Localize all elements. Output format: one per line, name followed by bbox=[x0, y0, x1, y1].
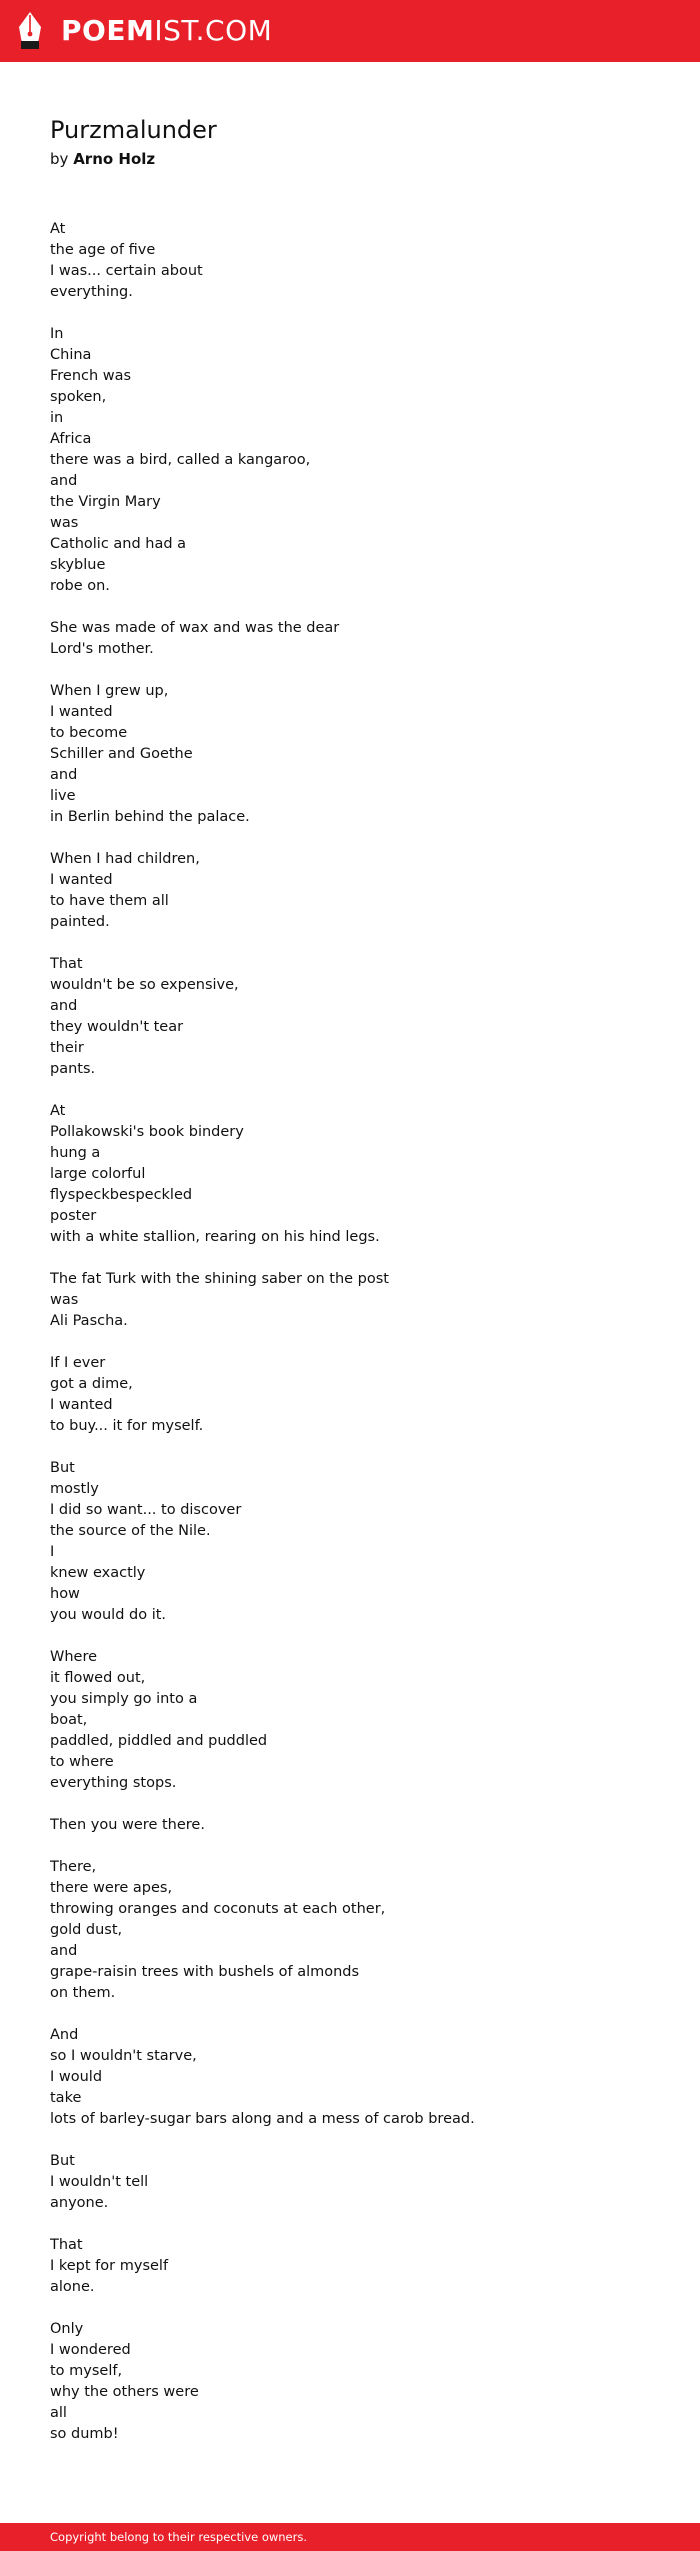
poem-line: At bbox=[50, 221, 66, 237]
poem-line: I wanted bbox=[50, 1397, 113, 1413]
poem-line: robe on. bbox=[50, 578, 110, 594]
poem-line: wouldn't be so expensive, bbox=[50, 977, 239, 993]
poem-line: to where bbox=[50, 1754, 114, 1770]
poem-line: painted. bbox=[50, 914, 110, 930]
footer-copyright: Copyright belong to their respective owners. bbox=[50, 2530, 308, 2544]
poem-line: When I grew up, bbox=[50, 683, 169, 699]
stanza-gap bbox=[50, 303, 650, 324]
poem-stanza bbox=[50, 618, 650, 660]
stanza-gap bbox=[50, 1332, 650, 1353]
poem-line: When I had children, bbox=[50, 851, 200, 867]
poem-line: I would bbox=[50, 2069, 103, 2085]
poem-line: Then you were there. bbox=[50, 1817, 205, 1833]
poem-line: I kept for myself bbox=[50, 2258, 169, 2274]
poem-line: I was... certain about bbox=[50, 263, 203, 279]
poem-line: Where bbox=[50, 1649, 98, 1665]
site-footer bbox=[0, 2523, 700, 2551]
stanza-gap bbox=[50, 2298, 650, 2319]
poem-stanza bbox=[50, 1269, 650, 1332]
poem-stanza bbox=[50, 849, 650, 933]
poem-line: was bbox=[50, 515, 79, 531]
poem-line: Pollakowski's book bindery bbox=[50, 1124, 244, 1140]
poem-line: But bbox=[50, 2153, 75, 2169]
poem-line: Ali Pascha. bbox=[50, 1313, 128, 1329]
poem-line: so I wouldn't starve, bbox=[50, 2048, 197, 2064]
poem-stanza bbox=[50, 1815, 650, 1836]
site-logo-text bbox=[61, 11, 272, 51]
poem-stanza bbox=[50, 2235, 650, 2298]
poem-stanza bbox=[50, 1101, 650, 1248]
poem-stanza bbox=[50, 2319, 650, 2445]
poem-line: knew exactly bbox=[50, 1565, 146, 1581]
stanza-gap bbox=[50, 1080, 650, 1101]
poem-line: Africa bbox=[50, 431, 92, 447]
poem-line: you would do it. bbox=[50, 1607, 167, 1623]
poem-line: large colorful bbox=[50, 1166, 146, 1182]
logo-light-text: IST.COM bbox=[154, 14, 273, 47]
poem-stanza bbox=[50, 1647, 650, 1794]
stanza-gap bbox=[50, 2214, 650, 2235]
poem-line: the age of five bbox=[50, 242, 156, 258]
poem-line: grape-raisin trees with bushels of almonds bbox=[50, 1964, 360, 1980]
poem-stanza bbox=[50, 2151, 650, 2214]
poem-stanza bbox=[50, 1458, 650, 1626]
site-logo[interactable] bbox=[17, 11, 272, 51]
poem-line: I wanted bbox=[50, 872, 113, 888]
poem-line: That bbox=[50, 956, 83, 972]
stanza-gap bbox=[50, 1437, 650, 1458]
poem-line: you simply go into a bbox=[50, 1691, 198, 1707]
poem-line: the source of the Nile. bbox=[50, 1523, 211, 1539]
poem-line: and bbox=[50, 767, 78, 783]
stanza-gap bbox=[50, 660, 650, 681]
poem-line: I did so want... to discover bbox=[50, 1502, 242, 1518]
poem-line: skyblue bbox=[50, 557, 106, 573]
poem-line: China bbox=[50, 347, 92, 363]
poem-line: And bbox=[50, 2027, 79, 2043]
poem-line: and bbox=[50, 473, 78, 489]
poem-byline bbox=[50, 147, 155, 171]
poem-line: it flowed out, bbox=[50, 1670, 146, 1686]
stanza-gap bbox=[50, 1626, 650, 1647]
poem-line: throwing oranges and coconuts at each other, bbox=[50, 1901, 386, 1917]
poem-line: Schiller and Goethe bbox=[50, 746, 193, 762]
poem-line: gold dust, bbox=[50, 1922, 123, 1938]
poem-stanza bbox=[50, 219, 650, 303]
poem-line: in bbox=[50, 410, 64, 426]
poem-line: was bbox=[50, 1292, 79, 1308]
poem-line: spoken, bbox=[50, 389, 107, 405]
poem-line: in Berlin behind the palace. bbox=[50, 809, 250, 825]
pen-nib-icon bbox=[17, 11, 43, 51]
poem-line: there were apes, bbox=[50, 1880, 173, 1896]
stanza-gap bbox=[50, 2130, 650, 2151]
poem-line: In bbox=[50, 326, 64, 342]
poem-line: to become bbox=[50, 725, 128, 741]
poem-line: on them. bbox=[50, 1985, 116, 2001]
poem-line: flyspeckbespeckled bbox=[50, 1187, 193, 1203]
stanza-gap bbox=[50, 2004, 650, 2025]
poem-line: mostly bbox=[50, 1481, 99, 1497]
poem-line: paddled, piddled and puddled bbox=[50, 1733, 268, 1749]
poem-line: poster bbox=[50, 1208, 97, 1224]
stanza-gap bbox=[50, 1836, 650, 1857]
poem-line: and bbox=[50, 1943, 78, 1959]
poem-line: I wondered bbox=[50, 2342, 131, 2358]
stanza-gap bbox=[50, 1248, 650, 1269]
poem-line: why the others were bbox=[50, 2384, 199, 2400]
poem-line: got a dime, bbox=[50, 1376, 133, 1392]
stanza-gap bbox=[50, 597, 650, 618]
poem-stanza bbox=[50, 1857, 650, 2004]
poem-line: She was made of wax and was the dear bbox=[50, 620, 340, 636]
poem-line: At bbox=[50, 1103, 66, 1119]
poem-stanza bbox=[50, 1353, 650, 1437]
poem-line: with a white stallion, rearing on his hind legs. bbox=[50, 1229, 380, 1245]
poem-line: I wouldn't tell bbox=[50, 2174, 149, 2190]
poem-line: they wouldn't tear bbox=[50, 1019, 184, 1035]
poem-stanza bbox=[50, 2025, 650, 2130]
poem-line: The fat Turk with the shining saber on the post bbox=[50, 1271, 389, 1287]
poem-line: pants. bbox=[50, 1061, 96, 1077]
poem-line: to buy... it for myself. bbox=[50, 1418, 204, 1434]
poem-line: everything. bbox=[50, 284, 133, 300]
poem-line: to have them all bbox=[50, 893, 169, 909]
poem-line: live bbox=[50, 788, 76, 804]
poem-line: But bbox=[50, 1460, 75, 1476]
poem-line: Lord's mother. bbox=[50, 641, 154, 657]
poem-line: there was a bird, called a kangaroo, bbox=[50, 452, 311, 468]
logo-bold-text: POEM bbox=[61, 14, 155, 47]
poem-line: I wanted bbox=[50, 704, 113, 720]
poem-line: to myself, bbox=[50, 2363, 123, 2379]
poem-stanza bbox=[50, 681, 650, 828]
poem-line: French was bbox=[50, 368, 132, 384]
poem-line: all bbox=[50, 2405, 67, 2421]
poem-line: I bbox=[50, 1544, 55, 1560]
poem-line: anyone. bbox=[50, 2195, 109, 2211]
stanza-gap bbox=[50, 828, 650, 849]
poem-line: lots of barley-sugar bars along and a mess of carob bread. bbox=[50, 2111, 475, 2127]
stanza-gap bbox=[50, 1794, 650, 1815]
poem-line: Catholic and had a bbox=[50, 536, 187, 552]
poem-author[interactable]: Arno Holz bbox=[73, 150, 156, 168]
poem-line: and bbox=[50, 998, 78, 1014]
poem-line: That bbox=[50, 2237, 83, 2253]
poem-line: If I ever bbox=[50, 1355, 106, 1371]
poem-line: There, bbox=[50, 1859, 97, 1875]
poem-body bbox=[50, 219, 650, 2445]
byline-by-label: by bbox=[50, 150, 69, 168]
site-header bbox=[0, 0, 700, 62]
poem-line: alone. bbox=[50, 2279, 95, 2295]
poem-line: everything stops. bbox=[50, 1775, 177, 1791]
poem-stanza bbox=[50, 954, 650, 1080]
poem-title: Purzmalunder bbox=[50, 116, 217, 144]
poem-line: take bbox=[50, 2090, 82, 2106]
poem-line: hung a bbox=[50, 1145, 101, 1161]
poem-line: the Virgin Mary bbox=[50, 494, 161, 510]
stanza-gap bbox=[50, 933, 650, 954]
poem-line: their bbox=[50, 1040, 84, 1056]
poem-line: so dumb! bbox=[50, 2426, 119, 2442]
poem-line: how bbox=[50, 1586, 80, 1602]
poem-stanza bbox=[50, 324, 650, 597]
poem-line: boat, bbox=[50, 1712, 88, 1728]
poem-line: Only bbox=[50, 2321, 84, 2337]
